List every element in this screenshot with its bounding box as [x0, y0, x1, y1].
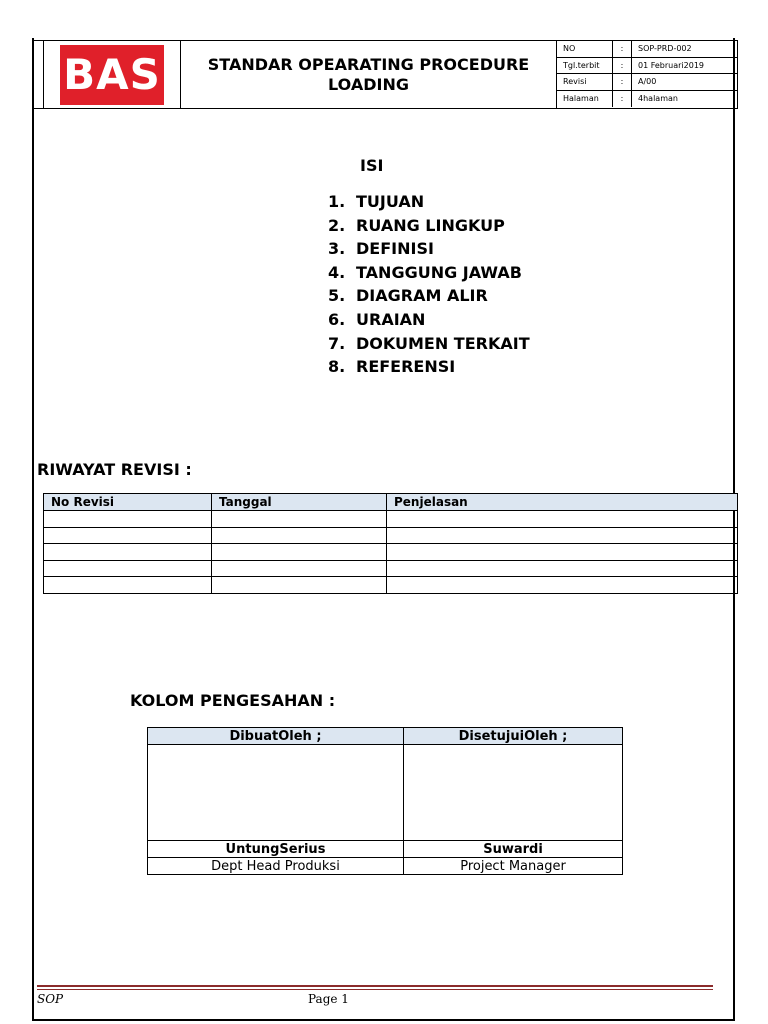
column-header-tanggal: Tanggal: [212, 494, 387, 511]
table-cell: [387, 577, 738, 594]
column-header-no-revisi: No Revisi: [44, 494, 212, 511]
toc-number: 6.: [328, 309, 346, 329]
table-cell: [44, 544, 212, 561]
meta-colon: :: [613, 41, 632, 57]
toc-number: 3.: [328, 239, 346, 259]
document-header: [32, 40, 738, 109]
meta-label: Revisi: [557, 74, 613, 90]
toc-label: TANGGUNG JAWAB: [356, 262, 522, 282]
toc-item: [328, 308, 530, 332]
meta-label: Tgl.terbit: [557, 58, 613, 74]
toc-number: 5.: [328, 286, 346, 306]
toc-item: [328, 332, 530, 356]
toc-item: [328, 284, 530, 308]
table-header-row: [148, 728, 623, 745]
column-header-dibuat-oleh: DibuatOleh ;: [148, 728, 404, 745]
toc-label: TUJUAN: [356, 192, 425, 211]
meta-row-revisi: [557, 74, 737, 91]
toc-number: 2.: [328, 215, 346, 235]
table-cell: [212, 527, 387, 544]
meta-value: 01 Februari2019: [638, 60, 705, 70]
meta-row-tgl-terbit: [557, 58, 737, 75]
table-cell: [387, 544, 738, 561]
creator-name: UntungSerius: [148, 841, 404, 858]
signature-row: [148, 745, 623, 841]
table-cell: [212, 577, 387, 594]
meta-label: NO: [557, 41, 613, 57]
document-meta: [557, 41, 737, 108]
approval-heading: KOLOM PENGESAHAN :: [130, 691, 336, 710]
approver-name: Suwardi: [404, 841, 623, 858]
table-cell: [387, 560, 738, 577]
logo-cell: [43, 41, 181, 108]
page-number: Page 1: [308, 992, 349, 1006]
meta-colon: :: [613, 74, 632, 90]
role-row: [148, 858, 623, 875]
meta-value: A/00: [638, 77, 657, 86]
meta-row-halaman: [557, 91, 737, 108]
footer-rule-thin: [37, 989, 713, 990]
table-row: [44, 577, 738, 594]
toc-number: 7.: [328, 333, 346, 353]
isi-heading: ISI: [360, 156, 384, 175]
approver-role: Project Manager: [404, 858, 623, 875]
meta-value: SOP-PRD-002: [638, 44, 692, 53]
toc-label: DOKUMEN TERKAIT: [356, 333, 530, 353]
toc-number: 8.: [328, 357, 346, 377]
table-of-contents: [328, 190, 530, 379]
revision-history-table: [43, 493, 738, 594]
signature-cell-approver: [404, 745, 623, 841]
table-cell: [44, 527, 212, 544]
column-header-penjelasan: Penjelasan: [387, 494, 738, 511]
toc-number: 4.: [328, 262, 346, 282]
toc-label: REFERENSI: [356, 357, 456, 377]
toc-item: [328, 214, 530, 238]
table-row: [44, 560, 738, 577]
meta-value: 4halaman: [638, 93, 678, 103]
table-cell: [387, 527, 738, 544]
table-cell: [44, 577, 212, 594]
table-row: [44, 544, 738, 561]
toc-item: [328, 190, 530, 214]
meta-colon: :: [613, 58, 632, 74]
table-cell: [44, 511, 212, 528]
bas-logo: BAS: [60, 45, 164, 105]
footer-rule: [37, 985, 713, 987]
toc-item: [328, 261, 530, 285]
toc-item: [328, 237, 530, 261]
footer-doc-label: SOP: [37, 992, 64, 1006]
toc-label: DEFINISI: [356, 239, 434, 259]
toc-label: URAIAN: [356, 309, 426, 329]
name-row: [148, 841, 623, 858]
table-row: [44, 527, 738, 544]
meta-row-no: [557, 41, 737, 58]
column-header-disetujui-oleh: DisetujuiOleh ;: [404, 728, 623, 745]
meta-label: Halaman: [557, 91, 613, 108]
toc-label: DIAGRAM ALIR: [356, 286, 488, 306]
title-line-2: LOADING: [328, 74, 409, 94]
document-title: [181, 41, 557, 108]
table-cell: [387, 511, 738, 528]
toc-item: [328, 355, 530, 379]
title-line-1: STANDAR OPEARATING PROCEDURE: [207, 54, 530, 74]
creator-role: Dept Head Produksi: [148, 858, 404, 875]
toc-label: RUANG LINGKUP: [356, 215, 505, 235]
table-cell: [44, 560, 212, 577]
table-header-row: [44, 494, 738, 511]
table-row: [44, 511, 738, 528]
revision-history-heading: RIWAYAT REVISI :: [37, 460, 192, 479]
meta-colon: :: [613, 91, 632, 108]
table-cell: [212, 511, 387, 528]
signature-cell-creator: [148, 745, 404, 841]
toc-number: 1.: [328, 192, 346, 211]
approval-table: [147, 727, 623, 875]
table-cell: [212, 560, 387, 577]
table-cell: [212, 544, 387, 561]
